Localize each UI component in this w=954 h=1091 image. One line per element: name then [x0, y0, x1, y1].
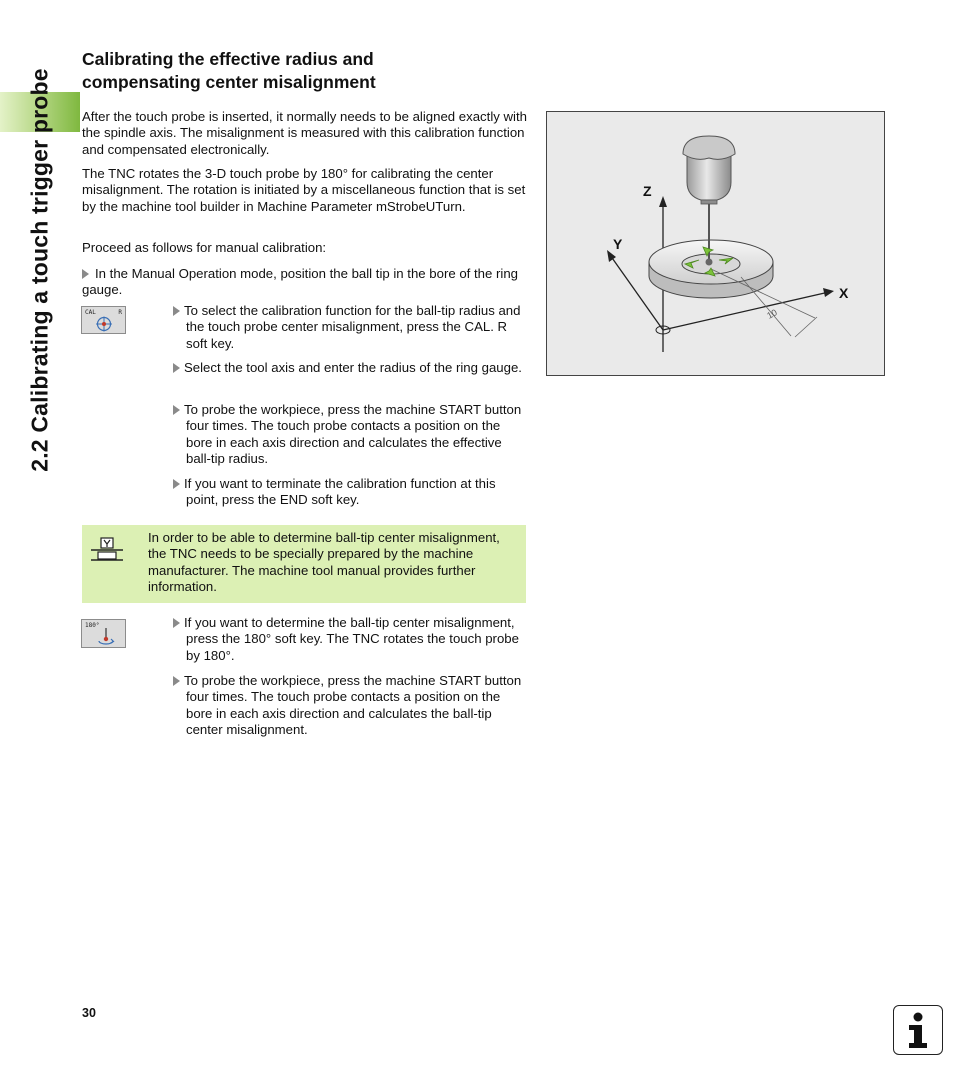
calibration-target-icon [95, 316, 113, 332]
page-number: 30 [82, 1006, 96, 1020]
softkey-label-right: R [118, 309, 122, 316]
section-heading [82, 48, 522, 94]
info-icon[interactable] [893, 1005, 943, 1055]
softkey-label-left: CAL [85, 309, 96, 316]
intro-paragraph: After the touch probe is inserted, it normally needs to be aligned exactly with the spindle axis. The misalignment is measured with this calibration function and compensated electronically. [82, 109, 527, 157]
heading-line-1: Calibrating the effective radius and [82, 49, 374, 69]
dimension-label: 10 [765, 307, 779, 321]
axis-z-label: Z [643, 183, 652, 199]
proceed-paragraph: Proceed as follows for manual calibration: [82, 240, 327, 255]
calibration-figure [546, 111, 885, 376]
bullet-arrow-icon [173, 479, 180, 489]
note-text: In order to be able to determine ball-tip center misalignment, the TNC needs to be specially prepared by the machine manufacturer. The machine tool manual provides further information. [148, 530, 500, 594]
axis-x-label: X [839, 285, 849, 301]
heading-line-2: compensating center misalignment [82, 72, 376, 92]
softkey-label: 180° [85, 622, 100, 629]
info-glyph-icon [894, 1006, 941, 1053]
axis-y-label: Y [613, 236, 623, 252]
chapter-title: 2.2 Calibrating a touch trigger probe [26, 68, 53, 472]
rotate-180-softkey[interactable] [81, 619, 126, 648]
bullet-arrow-icon [173, 306, 180, 316]
step-position-ball-tip: In the Manual Operation mode, position the ball tip in the bore of the ring gauge. [82, 266, 518, 298]
ring-gauge-illustration [547, 112, 884, 375]
rotation-paragraph: The TNC rotates the 3-D touch probe by 180° for calibrating the center misalignment. The rotation is initiated by a miscellaneous function that is set by the machine tool builder in Machine Parameter mStrobeUTurn. [82, 166, 526, 214]
step-select-axis: Select the tool axis and enter the radius of the ring gauge. [173, 360, 525, 376]
manufacturer-note [82, 525, 526, 603]
step-terminate: If you want to terminate the calibration function at this point, press the END soft key. [173, 476, 525, 509]
step-select-calibration: To select the calibration function for the ball-tip radius and the touch probe center misalignment, press the CAL. R soft key. [173, 303, 525, 352]
bullet-arrow-icon [173, 618, 180, 628]
step-180-misalignment: If you want to determine the ball-tip center misalignment, press the 180° soft key. The TNC rotates the touch probe by 180°. [173, 615, 525, 664]
machine-manufacturer-icon [90, 537, 124, 565]
rotate-probe-icon [96, 627, 116, 647]
bullet-arrow-icon [173, 405, 180, 415]
bullet-arrow-icon [173, 676, 180, 686]
step-probe-workpiece: To probe the workpiece, press the machine START button four times. The touch probe contacts a position on the bore in each axis direction and calculates the effective ball-tip radius. [173, 402, 525, 467]
bullet-arrow-icon [82, 269, 89, 279]
bullet-arrow-icon [173, 363, 180, 373]
cal-r-softkey[interactable] [81, 306, 126, 334]
step-probe-center-misalignment: To probe the workpiece, press the machine START button four times. The touch probe contacts a position on the bore in each axis direction and calculates the ball-tip center misalignment. [173, 673, 525, 738]
